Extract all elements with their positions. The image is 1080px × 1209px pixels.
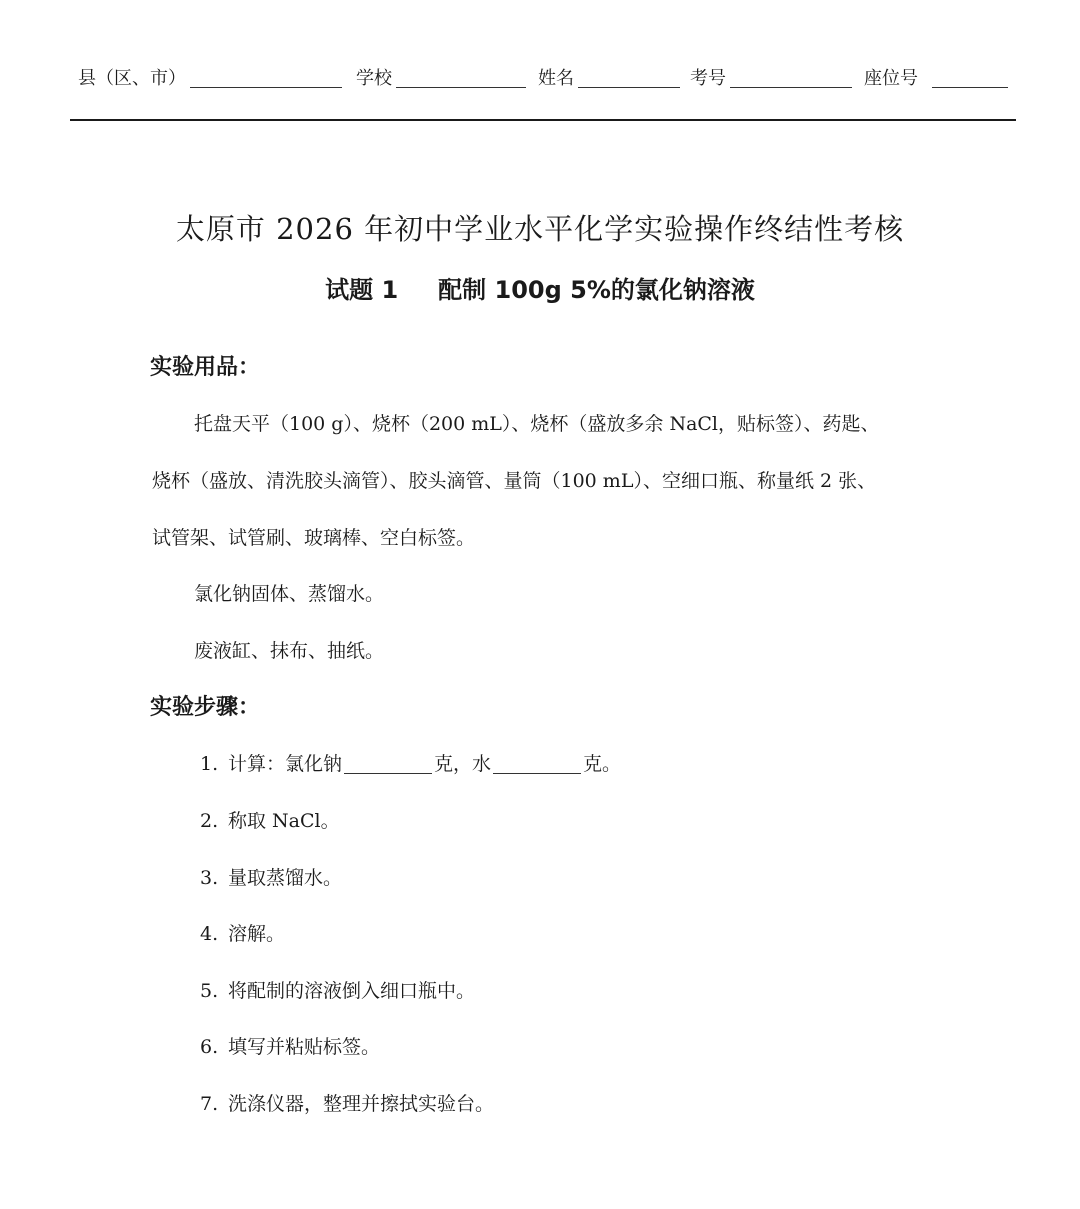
step-number: 7.	[200, 1093, 219, 1115]
step-item	[200, 1090, 494, 1118]
step-text: 量取蒸馏水。	[228, 867, 343, 889]
name-label: 姓名	[538, 68, 574, 89]
water-mass-blank[interactable]	[493, 752, 581, 774]
exam-number-blank[interactable]	[730, 68, 852, 88]
question-title	[0, 272, 1080, 308]
county-blank[interactable]	[190, 68, 342, 88]
school-blank[interactable]	[396, 68, 526, 88]
step-item	[200, 864, 342, 892]
step-text: 洗涤仪器，整理并擦拭实验台。	[228, 1093, 495, 1115]
step-text: 称取 NaCl。	[228, 810, 340, 832]
step-number: 4.	[200, 923, 219, 945]
step-item	[200, 750, 621, 778]
step-text: 溶解。	[228, 923, 286, 945]
step-text: 填写并粘贴标签。	[228, 1036, 381, 1058]
materials-line: 废液缸、抹布、抽纸。	[194, 640, 385, 662]
step-item	[200, 920, 285, 948]
step-item	[200, 1033, 380, 1061]
step-number: 5.	[200, 980, 219, 1002]
step-item	[200, 807, 340, 835]
header-divider	[70, 119, 1016, 121]
materials-line: 氯化钠固体、蒸馏水。	[194, 583, 385, 605]
step-item	[200, 977, 475, 1005]
seat-number-blank[interactable]	[932, 68, 1008, 88]
steps-heading: 实验步骤：	[150, 695, 261, 720]
step-text: 计算：氯化钠	[228, 753, 343, 775]
name-field	[538, 66, 680, 92]
materials-line: 烧杯（盛放、清洗胶头滴管）、胶头滴管、量筒（100 mL）、空细口瓶、称量纸 2 张、	[152, 470, 877, 492]
school-field	[356, 66, 526, 92]
materials-heading: 实验用品：	[150, 355, 261, 380]
exam-number-field	[690, 66, 852, 92]
seat-number-label: 座位号	[864, 68, 918, 89]
name-blank[interactable]	[578, 68, 680, 88]
exam-number-label: 考号	[690, 68, 726, 89]
county-field	[78, 66, 342, 92]
nacl-mass-blank[interactable]	[344, 752, 432, 774]
materials-line: 托盘天平（100 g）、烧杯（200 mL）、烧杯（盛放多余 NaCl，贴标签）、药匙、	[194, 413, 880, 435]
school-label: 学校	[356, 68, 392, 89]
seat-number-field	[864, 66, 1008, 92]
step-text: 克。	[583, 753, 622, 775]
step-text: 将配制的溶液倒入细口瓶中。	[228, 980, 476, 1002]
step-number: 6.	[200, 1036, 219, 1058]
step-number: 1.	[200, 753, 219, 775]
step-text: 克，水	[434, 753, 492, 775]
question-topic: 配制 100g 5%的氯化钠溶液	[438, 276, 755, 304]
county-label: 县（区、市）	[78, 68, 186, 89]
candidate-info-row	[78, 66, 1008, 92]
materials-line: 试管架、试管刷、玻璃棒、空白标签。	[152, 527, 476, 549]
page-title: 太原市 2026 年初中学业水平化学实验操作终结性考核	[175, 212, 905, 246]
question-number: 试题 1	[325, 276, 399, 304]
step-number: 2.	[200, 810, 219, 832]
step-number: 3.	[200, 867, 219, 889]
